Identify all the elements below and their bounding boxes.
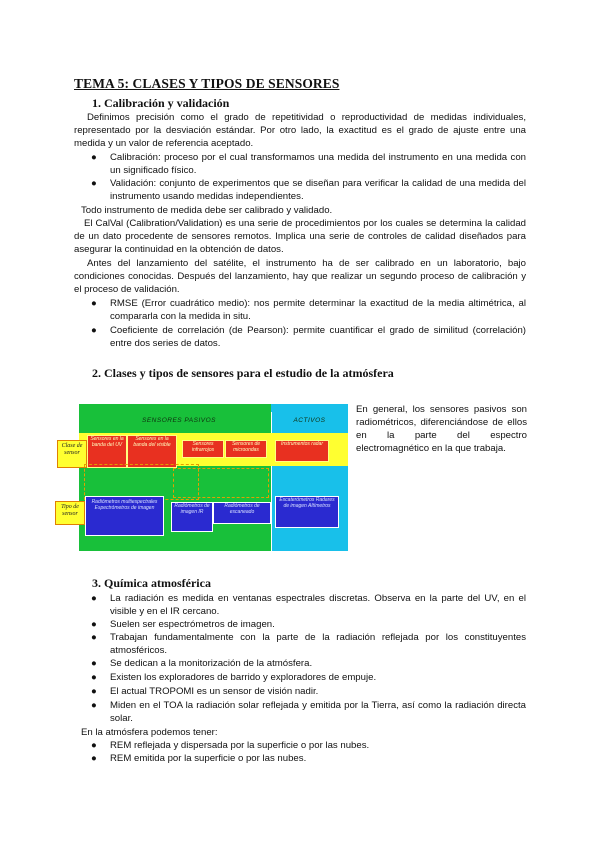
list-item-text: RMSE (Error cuadrático medio): nos permite determinar la exactitud de la media altimétrica, al compararla con la medida in situ. bbox=[110, 298, 526, 322]
bullet-icon: ● bbox=[91, 593, 97, 604]
bullet-icon: ● bbox=[91, 753, 97, 764]
sensor-type-ir-imaging: Radiómetros de imagen IR bbox=[171, 502, 213, 532]
section-1-heading: 1. Calibración y validación bbox=[92, 96, 230, 110]
list-item bbox=[91, 324, 526, 350]
list-item-text: Validación: conjunto de experimentos que se diseñan para verificar la calidad de una medida del instrumento usando medidas independientes. bbox=[110, 178, 526, 202]
page-title: TEMA 5: CLASES Y TIPOS DE SENSORES bbox=[74, 76, 340, 91]
list-item bbox=[91, 685, 526, 698]
list-item-text: REM reflejada y dispersada por la superficie o por las nubes. bbox=[110, 740, 370, 751]
sensor-class-radar: Instrumentos radar bbox=[275, 440, 329, 462]
bullet-icon: ● bbox=[91, 619, 97, 630]
list-item-text: REM emitida por la superficie o por las nubes. bbox=[110, 753, 307, 764]
bullet-icon: ● bbox=[91, 325, 97, 336]
section-2-heading: 2. Clases y tipos de sensores para el estudio de la atmósfera bbox=[92, 366, 394, 380]
list-item-text: Calibración: proceso por el cual transformamos una medida del instrumento en una medida con un significado físico. bbox=[110, 152, 526, 176]
bullet-icon: ● bbox=[91, 700, 97, 711]
bullet-icon: ● bbox=[91, 686, 97, 697]
list-item bbox=[91, 657, 526, 670]
paragraph: El CalVal (Calibration/Validation) es una serie de procedimientos por los cuales se determina la calidad de un dato procedente de sensores remotos. Implica una serie de controles de calidad diseñados para asegurar la continuidad en la obtención de datos. bbox=[74, 218, 526, 255]
bullet-icon: ● bbox=[91, 658, 97, 669]
list-item-text: El actual TROPOMI es un sensor de visión nadir. bbox=[110, 686, 319, 697]
list-item bbox=[91, 739, 526, 752]
list-item bbox=[91, 177, 526, 203]
sensor-class-visible: Sensores en la banda del visible bbox=[127, 435, 177, 468]
bullet-icon: ● bbox=[91, 740, 97, 751]
list-item-text: La radiación es medida en ventanas espectrales discretas. Observa en la parte del UV, en el visible y en el IR cercano. bbox=[110, 593, 526, 617]
list-item bbox=[91, 297, 526, 323]
paragraph: En la atmósfera podemos tener: bbox=[81, 727, 218, 738]
diagram-description: En general, los sensores pasivos son radiométricos, diferenciándose de ellos en la parte del espectro electromagnético en la que trabaja. bbox=[356, 404, 527, 454]
connector-outline bbox=[173, 468, 269, 498]
sensor-diagram bbox=[61, 404, 349, 551]
bullet-icon: ● bbox=[91, 632, 97, 643]
sensor-type-active: Escaterómetros Radares de imagen Altímetros bbox=[275, 496, 339, 528]
list-item bbox=[91, 592, 526, 618]
bullet-icon: ● bbox=[91, 178, 97, 189]
sensor-class-uv: Sensores en la banda del UV bbox=[87, 435, 127, 468]
list-item-text: Se dedican a la monitorización de la atmósfera. bbox=[110, 658, 313, 669]
class-label: Clase de sensor bbox=[57, 440, 87, 468]
sensor-type-scanning: Radiómetros de escaneado bbox=[213, 502, 271, 524]
paragraph: Antes del lanzamiento del satélite, el instrumento ha de ser calibrado en un laboratorio, bajo condiciones conocidas. Después del lanzamiento, hay que realizar un segundo proceso de calibración y el proceso de validación. bbox=[74, 258, 526, 295]
list-item-text: Coeficiente de correlación (de Pearson): permite cuantificar el grado de similitud (correlación) entre dos series de datos. bbox=[110, 325, 526, 349]
list-item bbox=[91, 671, 526, 684]
list-item bbox=[91, 699, 526, 725]
sensor-class-ir: Sensores infrarrojos bbox=[182, 440, 224, 458]
paragraph: Todo instrumento de medida debe ser calibrado y validado. bbox=[81, 205, 333, 216]
list-item bbox=[91, 618, 526, 631]
list-item bbox=[91, 631, 526, 657]
active-header: ACTIVOS bbox=[293, 417, 326, 424]
bullet-icon: ● bbox=[91, 672, 97, 683]
list-item bbox=[91, 151, 526, 177]
bullet-icon: ● bbox=[91, 298, 97, 309]
section-3-heading: 3. Química atmosférica bbox=[92, 576, 211, 590]
paragraph: Definimos precisión como el grado de repetitividad o reproductividad de medidas individuales, representado por la desviación estándar. Por otro lado, la exactitud es el grado de ajuste entre una medida y un valor de referencia aceptado. bbox=[74, 112, 526, 149]
list-item-text: Suelen ser espectrómetros de imagen. bbox=[110, 619, 275, 630]
list-item-text: Existen los exploradores de barrido y exploradores de empuje. bbox=[110, 672, 377, 683]
active-area bbox=[271, 404, 348, 551]
sensor-class-microwave: Sensores de microondas bbox=[225, 440, 267, 458]
list-item bbox=[91, 752, 526, 765]
list-item-text: Trabajan fundamentalmente con la parte de la radiación reflejada por los constituyentes atmosféricos. bbox=[110, 632, 526, 656]
bullet-icon: ● bbox=[91, 152, 97, 163]
passive-header: SENSORES PASIVOS bbox=[142, 417, 216, 424]
list-item-text: Miden en el TOA la radiación solar reflejada y emitida por la Tierra, así como la radiación directa solar. bbox=[110, 700, 526, 724]
sensor-type-multispectral: Radiómetros multiespectrales Espectrómetros de imagen bbox=[85, 496, 164, 536]
type-label: Tipo de sensor bbox=[55, 501, 85, 525]
